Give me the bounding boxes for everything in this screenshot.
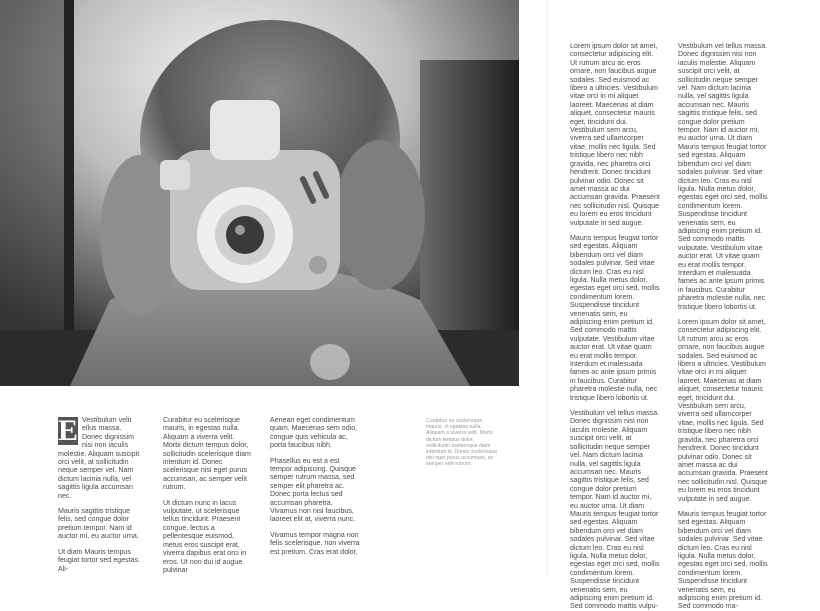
left-col1-text-1: Vestibulum velit ellus massa. Donec dignissim nisi non iaculis molestie. Aliquam suscipit orci velit, at sollicitudin neque semper vel. Nam dictum lacinia nulla, vel sagittis ligula accumsan nec. [58,416,140,500]
photo-caption: Curabitur eu scelerisque mauris, in egestas nulla. Aliquam a viverra velit. Morbi dictum tempus dolor, sollicitudin scelerisque diam interdum id. Donec scelerisque nisi eget purus accumsan, ac semper velit rutrum. [426,418,498,468]
drop-cap: E [58,414,79,447]
hero-photo [0,0,519,386]
right-column-1 [570,42,660,611]
left-col3-para-3: Vivamus tempor magna non felis scelerisque, non viverra est pretium. Cras erat dolor, [270,530,360,556]
left-col3-para-1: Aenean eget condimentum quam. Maecenas sem odio, congue quis vehicula ac, porta faucibus nibh. [270,416,358,450]
right-col2-para-3: Mauris tempus feugiat tortor sed egestas. Aliquam bibendum orci vel diam sodales pulvinar. Sed vitae dictum leo. Cras eu nisl ligula. Nulla metus dolor, egestas eget orci sed, mollis condimentum lorem. Suspendisse tincidunt venenatis sem, eu adipiscing enim pretium id. Sed commodo ma- [678,509,768,611]
right-col1-para-3: Vestibulum vel tellus massa. Donec dignissim nisi non iaculis molestie. Aliquam suscipit orci velit, at sollicitudin neque semper vel. Nam dictum lacinia nulla, vel sagittis ligula accumsan nec. Mauris sagittis tristique felis, sed congue dolor pretium tempor. Nam id auctor mi, eu auctor urna. Ut diam Mauris tempus feugiat tortor sed egestas. Aliquam bibendum orci vel diam sodales pulvinar. Sed vitae dictum leo. Cras eu nisl ligula. Nulla metus dolor, egestas eget orci sed, mollis condimentum lorem. Suspendisse tincidunt venenatis sem, eu adipiscing enim pretium id. Sed commodo mattis vulpu- [570,409,660,611]
left-column-3 [270,416,360,556]
page-gutter [546,0,547,580]
right-column-2 [678,42,768,611]
left-col3-para-2: Phasellus eu est a est tempor adipiscing. Quisque semper rutrum massa, sed semper elit pharetra ac. Donec porta lectus sed accumsan pharetra. Vivamus non nisi faucibus, laoreet elit at, viverra nunc. [270,456,356,524]
left-col2-para-2: Ut dictum nunc in lacus vulputate, ut scelerisque tellus tincidunt. Praesent congue, lectus a pellentesque euismod, metus eros suscipit erat, viverra dapibus erat orci in eros. Ut non dui id augue pulvinar [163,498,247,574]
left-column-1 [58,414,142,573]
left-col1-para-1 [58,416,142,500]
right-col1-para-2: Mauris tempus feugiat tortor sed egestas. Aliquam bibendum orci vel diam sodales pulvinar. Sed vitae dictum leo. Cras eu nisl ligula. Nulla metus dolor, egestas eget orci sed, mollis condimentum lorem. Suspendisse tincidunt venenatis sem, eu adipiscing enim pretium id. Sed commodo mattis vulputate. Vestibulum vitae auctor erat. Ut vitae quam eu erat mollis tempor. Interdum et malesuada fames ac ante ipsum primis in faucibus. Curabitur pharetra molestie nulla, nec tristique libero lobortis ut. [570,233,660,402]
left-col1-para-3: Ut diam Mauris tempus feugiat tortor sed egestas. Ali- [58,547,141,573]
right-col1-para-1: Lorem ipsum dolor sit amet, consectetur adipiscing elit. Ut rutrum arcu ac eros ornare, non faucibus augue sodales. Sed euismod ac libero a ultricies. Vestibulum vitae orci in mi aliquet laoreet. Maecenas at diam aliquet, consectetur mauris eget, tincidunt dui. Vestibulum sem arcu, viverra sed ullamcorper vitae, mollis nec ligula. Sed tristique libero nec nibh gravida, nec pharetra orci hendrerit. Donec tincidunt pulvinar odio. Donec sit amet massa ac dui accumsan gravida. Praesent nec sollicitudin nisl. Quisque eu lorem eu eros tincidunt vulputate in sed augue. [570,42,660,227]
left-column-2 [163,416,253,574]
left-col2-para-1: Curabitur eu scelerisque mauris, in egestas nulla. Aliquam a viverra velit. Morbi dictum tempus dolor, sollicitudin scelerisque diam interdum id. Donec scelerisque nisi eget purus accumsan, ac semper velit rutrum. [163,416,251,492]
child-camera-photo [0,0,519,386]
left-col1-para-2: Mauris sagittis tristique felis, sed congue dolor pretium tempor. Nam id auctor mi, eu auctor urna. [58,507,139,541]
right-col2-para-2: Lorem ipsum dolor sit amet, consectetur adipiscing elit. Ut rutrum arcu ac eros ornare, non faucibus augue sodales. Sed euismod ac libero a ultricies. Vestibulum vitae orci in mi aliquet laoreet. Maecenas at diam aliquet, consectetur mauris eget, tincidunt dui. Vestibulum sem arcu, viverra sed ullamcorper vitae, mollis nec ligula. Sed tristique libero nec nibh gravida, nec pharetra orci hendrerit. Donec tincidunt pulvinar odio. Donec sit amet massa ac dui accumsan gravida. Praesent nec sollicitudin nisl. Quisque eu lorem eu eros tincidunt vulputate in sed augue. [678,318,768,503]
right-col2-para-1: Vestibulum vel tellus massa. Donec dignissim nisi non iaculis molestie. Aliquam suscipit orci velit, at sollicitudin neque semper vel. Nam dictum lacinia nulla, vel sagittis ligula accumsan nec. Mauris sagittis tristique felis, sed congue dolor pretium tempor. Nam id auctor mi, eu auctor urna. Ut diam Mauris tempus feugiat tortor sed egestas. Aliquam bibendum orci vel diam sodales pulvinar. Sed vitae dictum leo. Cras eu nisl ligula. Nulla metus dolor, egestas eget orci sed, mollis condimentum lorem. Suspendisse tincidunt venenatis sem, eu adipiscing enim pretium id. Sed commodo mattis vulputate. Vestibulum vitae auctor erat. Ut vitae quam eu erat mollis tempor. Interdum et malesuada fames ac ante ipsum primis in faucibus. Curabitur pharetra molestie nulla, nec tristique libero lobortis ut. [678,42,768,311]
